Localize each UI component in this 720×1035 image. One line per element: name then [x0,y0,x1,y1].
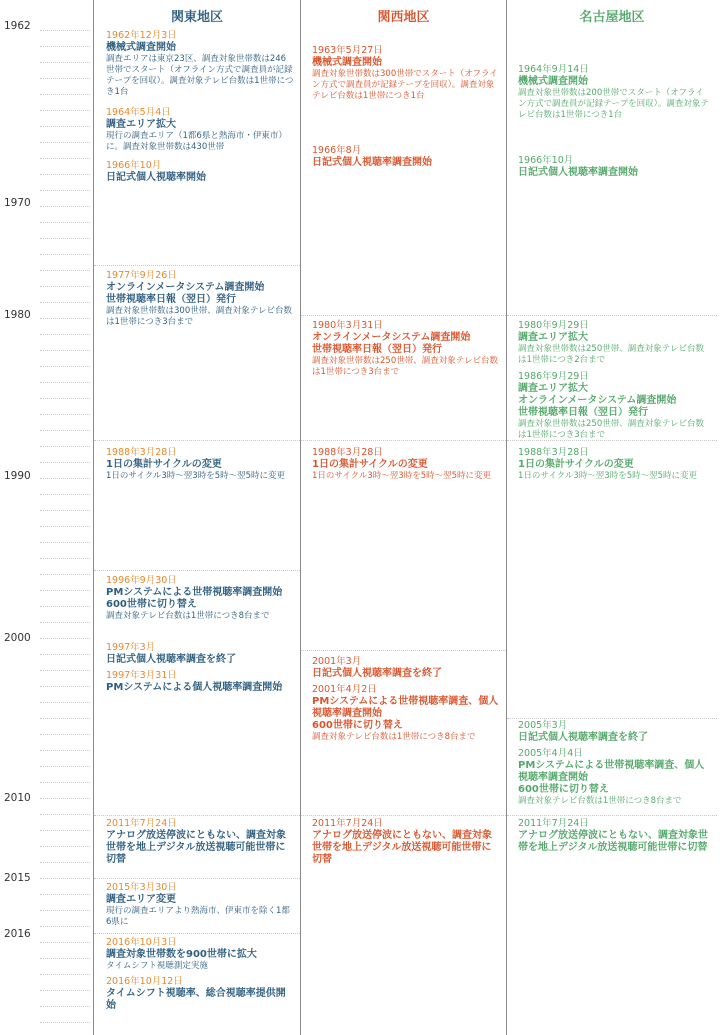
kanto-event [106,107,294,153]
year-tick [40,382,90,383]
year-tick [40,574,90,575]
year-label: 2000 [4,632,31,644]
event-date: 1962年12月3日 [106,30,177,41]
kanto-event [106,976,294,1012]
year-tick [40,318,90,319]
event-title: 日記式個人視聴率開始 [106,172,206,183]
event-title: 調査エリア拡大 オンラインメータシステム調査開始 世帯視聴率日報（翌日）発行 [518,383,677,418]
year-tick [40,62,90,63]
event-title: 調査エリア拡大 [518,332,588,343]
year-tick [40,430,90,431]
kansai-event [312,320,500,378]
event-title: アナログ放送停波にともない、調査対象世帯を地上デジタル放送視聴可能世帯に切替 [106,830,286,865]
year-label: 1980 [4,309,31,321]
kansai-event [312,447,500,482]
event-date: 1980年9月29日 [518,320,589,331]
year-tick [40,686,90,687]
row-separator [94,570,300,571]
year-tick [40,174,90,175]
nagoya-event [518,447,710,482]
event-date: 2011年7月24日 [518,818,589,829]
year-tick [40,494,90,495]
year-tick [40,910,90,911]
event-date: 1963年5月27日 [312,45,383,56]
event-description: 調査対象世帯数は200世帯でスタート（オフライン方式で調査員が記録テープを回収）。調査対象テレビ台数は1世帯につき1台 [518,88,709,120]
year-tick [40,654,90,655]
event-title: タイムシフト視聴率、総合視聴率提供開始 [106,988,286,1011]
event-date: 2011年7月24日 [106,818,177,829]
event-title: 調査対象世帯数を900世帯に拡大 [106,949,257,960]
event-description: 調査対象世帯数は250世帯、調査対象テレビ台数は1世帯につき3台まで [518,419,705,440]
year-tick [40,510,90,511]
year-tick [40,878,90,879]
event-date: 2016年10月12日 [106,976,183,987]
row-separator [94,815,300,816]
year-label: 2016 [4,928,31,940]
event-description: 調査対象テレビ台数は1世帯につき8台まで [106,611,270,621]
year-tick [40,766,90,767]
kanto-event [106,575,294,622]
column-divider [300,0,301,1035]
row-separator [301,315,506,316]
event-date: 1964年5月4日 [106,107,171,118]
event-title: 機械式調査開始 [106,42,176,53]
event-date: 1986年9月29日 [518,371,589,382]
event-title: PMシステムによる世帯視聴率調査、個人視聴率調査開始 600世帯に切り替え [518,760,705,795]
event-date: 1964年9月14日 [518,64,589,75]
event-date: 1966年8月 [312,145,362,156]
year-tick [40,94,90,95]
year-label: 1962 [4,20,31,32]
kanto-event [106,818,294,866]
kansai-event [312,818,500,866]
year-tick [40,78,90,79]
year-tick [40,190,90,191]
event-title: PMシステムによる世帯視聴率調査、個人視聴率調査開始 600世帯に切り替え [312,696,499,731]
event-description: 1日のサイクル3時～翌3時を5時～翌5時に変更 [518,471,698,481]
event-date: 2001年3月 [312,656,362,667]
kanto-event [106,447,294,482]
year-tick [40,478,90,479]
year-tick [40,638,90,639]
nagoya-event [518,371,710,441]
year-tick [40,366,90,367]
year-label: 2015 [4,872,31,884]
event-description: 1日のサイクル3時～翌3時を5時～翌5時に変更 [106,471,286,481]
year-tick [40,142,90,143]
event-title: 日記式個人視聴率調査を終了 [518,732,648,743]
year-tick [40,814,90,815]
event-date: 2005年4月4日 [518,748,583,759]
year-tick [40,238,90,239]
year-tick [40,414,90,415]
header-kansai: 関西地区 [377,10,430,25]
event-date: 2016年10月3日 [106,937,177,948]
event-title: 日記式個人視聴率調査を終了 [312,668,442,679]
kansai-event [312,145,500,169]
event-date: 2011年7月24日 [312,818,383,829]
year-tick [40,110,90,111]
kanto-event [106,160,294,184]
year-tick [40,798,90,799]
year-tick [40,782,90,783]
event-date: 1977年9月26日 [106,270,177,281]
event-description: 現行の調査エリア（1都6県と熱海市・伊東市）に。調査対象世帯数は430世帯 [106,131,287,152]
nagoya-event [518,818,710,854]
year-label: 1970 [4,197,31,209]
event-description: 調査対象世帯数は250世帯、調査対象テレビ台数は1世帯につき2台まで [518,344,705,365]
column-divider [506,0,507,1035]
event-description: 調査対象テレビ台数は1世帯につき8台まで [312,732,476,742]
nagoya-event [518,155,710,179]
event-date: 1988年3月28日 [312,447,383,458]
event-date: 1980年3月31日 [312,320,383,331]
row-separator [507,815,717,816]
kanto-event [106,270,294,328]
row-separator [94,878,300,879]
row-separator [507,718,717,719]
year-label: 2010 [4,792,31,804]
year-tick [40,926,90,927]
event-description: 調査エリアは東京23区、調査対象世帯数は246世帯でスタート（オフライン方式で調査員が記録テープを回収）。調査対象テレビ台数は1世帯につき1台 [106,54,294,97]
row-separator [301,440,506,441]
event-title: 1日の集計サイクルの変更 [106,459,222,470]
event-description: 1日のサイクル3時～翌3時を5時～翌5時に変更 [312,471,492,481]
year-tick [40,222,90,223]
event-date: 2015年3月30日 [106,882,177,893]
row-separator [301,815,506,816]
year-tick [40,702,90,703]
year-tick [40,350,90,351]
year-tick [40,558,90,559]
event-title: 日記式個人視聴率調査開始 [518,167,638,178]
event-title: 日記式個人視聴率調査を終了 [106,654,236,665]
nagoya-event [518,720,710,744]
row-separator [94,440,300,441]
year-tick [40,302,90,303]
event-date: 1966年10月 [106,160,162,171]
year-tick [40,846,90,847]
year-tick [40,830,90,831]
nagoya-event [518,320,710,366]
row-separator [94,265,300,266]
year-tick [40,30,90,31]
event-title: 調査エリア拡大 [106,119,176,130]
year-tick [40,46,90,47]
event-description: 調査対象テレビ台数は1世帯につき8台まで [518,796,682,806]
year-tick [40,734,90,735]
year-tick [40,462,90,463]
year-tick [40,750,90,751]
event-title: アナログ放送停波にともない、調査対象世帯を地上デジタル放送視聴可能世帯に切替 [312,830,492,865]
kanto-event [106,670,294,694]
event-date: 1997年3月 [106,642,156,653]
year-tick [40,958,90,959]
event-date: 2001年4月2日 [312,684,377,695]
kansai-event [312,684,500,743]
year-tick [40,542,90,543]
year-tick [40,622,90,623]
year-tick [40,670,90,671]
event-title: オンラインメータシステム調査開始 世帯視聴率日報（翌日）発行 [312,332,471,355]
event-title: PMシステムによる個人視聴率調査開始 [106,682,283,693]
year-tick [40,126,90,127]
event-description: 調査対象世帯数は300世帯でスタート（オフライン方式で調査員が記録テープを回収）。調査対象テレビ台数は1世帯につき1台 [312,69,498,101]
event-title: 機械式調査開始 [518,76,588,87]
year-tick [40,158,90,159]
year-tick [40,974,90,975]
year-label: 1990 [4,470,31,482]
column-divider [93,0,94,1035]
row-separator [94,933,300,934]
event-title: 日記式個人視聴率調査開始 [312,157,432,168]
event-title: 1日の集計サイクルの変更 [312,459,428,470]
event-date: 1988年3月28日 [518,447,589,458]
year-tick [40,334,90,335]
event-date: 1997年3月31日 [106,670,177,681]
nagoya-event [518,64,710,121]
year-tick [40,206,90,207]
event-description: タイムシフト視聴測定実施 [106,961,208,971]
year-tick [40,1022,90,1023]
row-separator [301,650,506,651]
kansai-event [312,45,500,102]
year-tick [40,862,90,863]
event-title: PMシステムによる世帯視聴率調査開始 600世帯に切り替え [106,587,283,610]
year-tick [40,942,90,943]
year-tick [40,990,90,991]
event-description: 調査対象世帯数は300世帯、調査対象テレビ台数は1世帯につき3台まで [106,306,293,327]
event-title: オンラインメータシステム調査開始 世帯視聴率日報（翌日）発行 [106,282,265,305]
event-description: 現行の調査エリアより熱海市、伊東市を除く1都6県に [106,906,290,927]
year-tick [40,526,90,527]
year-tick [40,398,90,399]
kanto-event [106,30,294,98]
year-tick [40,606,90,607]
year-tick [40,254,90,255]
event-title: アナログ放送停波にともない、調査対象世帯を地上デジタル放送視聴可能世帯に切替 [518,830,708,853]
kanto-event [106,882,294,928]
header-kanto: 関東地区 [170,10,223,25]
kanto-event [106,642,294,666]
row-separator [507,315,717,316]
header-nagoya: 名古屋地区 [579,10,645,25]
event-date: 1966年10月 [518,155,574,166]
event-description: 調査対象世帯数は250世帯、調査対象テレビ台数は1世帯につき3台まで [312,356,499,377]
event-title: 1日の集計サイクルの変更 [518,459,634,470]
event-date: 1988年3月28日 [106,447,177,458]
year-tick [40,894,90,895]
year-tick [40,286,90,287]
kanto-event [106,937,294,972]
event-date: 2005年3月 [518,720,568,731]
year-tick [40,718,90,719]
event-title: 調査エリア変更 [106,894,176,905]
event-date: 1996年9月30日 [106,575,177,586]
nagoya-event [518,748,710,807]
year-tick [40,590,90,591]
kansai-event [312,656,500,680]
event-title: 機械式調査開始 [312,57,382,68]
year-tick [40,446,90,447]
year-tick [40,270,90,271]
year-tick [40,1006,90,1007]
